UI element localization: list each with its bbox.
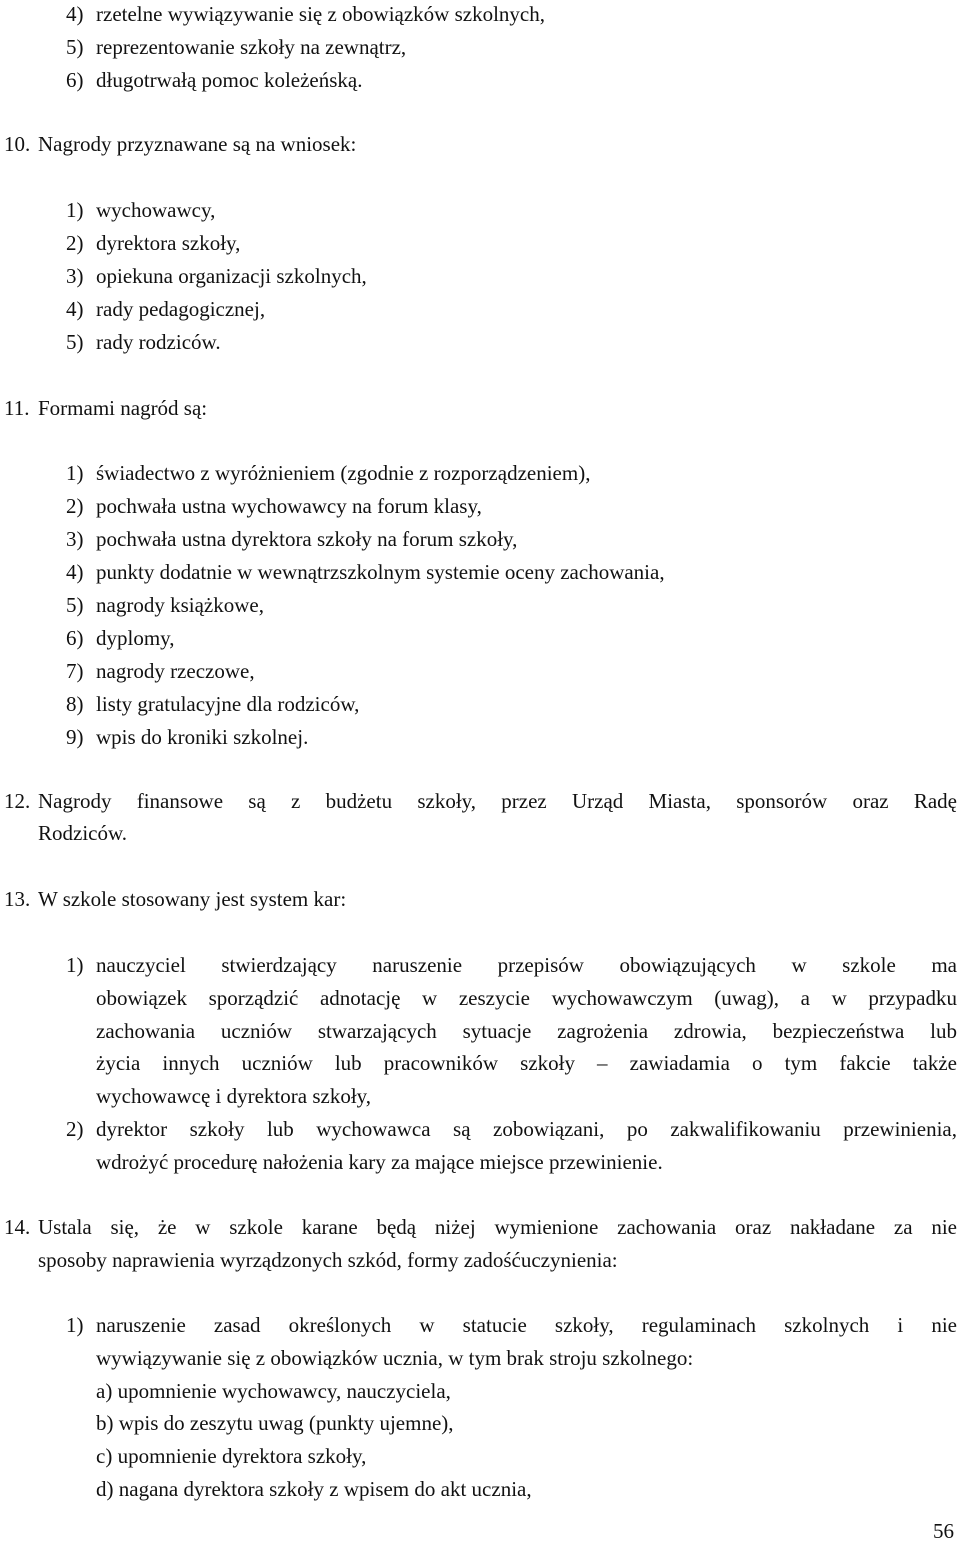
list-item-text: wychowawcy, <box>96 198 216 222</box>
list-item-text: listy gratulacyjne dla rodziców, <box>96 692 360 716</box>
list-item-number: 5) <box>66 593 84 617</box>
list-item-number: 1) <box>66 198 84 222</box>
section-number: 10. <box>4 132 31 156</box>
sub-list-item-text: a) upomnienie wychowawcy, nauczyciela, <box>96 1379 451 1403</box>
list-item-text: reprezentowanie szkoły na zewnątrz, <box>96 35 407 59</box>
list-item-number: 4) <box>66 2 84 26</box>
list-item-number: 2) <box>66 1117 84 1141</box>
section-number: 13. <box>4 887 31 911</box>
list-item-text: dyrektor szkoły lub wychowawca są zobowiązani, po zakwalifikowaniu przewinienia, <box>96 1117 957 1141</box>
section-text: sposoby naprawienia wyrządzonych szkód, formy zadośćuczynienia: <box>38 1248 618 1272</box>
list-item-text: dyplomy, <box>96 626 175 650</box>
sub-list-item-text: c) upomnienie dyrektora szkoły, <box>96 1444 367 1468</box>
sub-list-item-text: b) wpis do zeszytu uwag (punkty ujemne), <box>96 1411 454 1435</box>
list-item-number: 8) <box>66 692 84 716</box>
list-item-text: życia innych uczniów lub pracowników szkoły – zawiadamia o tym fakcie także <box>96 1051 957 1075</box>
list-item-number: 5) <box>66 35 84 59</box>
list-item-number: 3) <box>66 527 84 551</box>
list-item-text: nagrody rzeczowe, <box>96 659 255 683</box>
list-item-number: 1) <box>66 953 84 977</box>
list-item-text: obowiązek sporządzić adnotację w zeszycie wychowawczym (uwag), a w przypadku <box>96 986 957 1010</box>
section-text: Ustala się, że w szkole karane będą niżej wymienione zachowania oraz nakładane za nie <box>38 1215 957 1239</box>
list-item-text: świadectwo z wyróżnieniem (zgodnie z rozporządzeniem), <box>96 461 591 485</box>
list-item-number: 1) <box>66 1313 84 1337</box>
list-item-number: 3) <box>66 264 84 288</box>
list-item-number: 1) <box>66 461 84 485</box>
list-item-number: 7) <box>66 659 84 683</box>
list-item-text: wychowawcę i dyrektora szkoły, <box>96 1084 372 1108</box>
list-item-text: wdrożyć procedurę nałożenia kary za mające miejsce przewinienie. <box>96 1150 663 1174</box>
list-item-text: wywiązywanie się z obowiązków ucznia, w tym brak stroju szkolnego: <box>96 1346 694 1370</box>
list-item-text: zachowania uczniów stwarzających sytuacje zagrożenia zdrowia, bezpieczeństwa lub <box>96 1019 957 1043</box>
list-item-number: 4) <box>66 297 84 321</box>
page-number: 56 <box>933 1519 954 1543</box>
section-text: Formami nagród są: <box>38 396 208 420</box>
list-item-text: pochwała ustna wychowawcy na forum klasy, <box>96 494 482 518</box>
list-item-number: 5) <box>66 330 84 354</box>
list-item-text: naruszenie zasad określonych w statucie szkoły, regulaminach szkolnych i nie <box>96 1313 957 1337</box>
list-item-text: długotrwałą pomoc koleżeńską. <box>96 68 363 92</box>
list-item-text: wpis do kroniki szkolnej. <box>96 725 309 749</box>
section-number: 12. <box>4 789 31 813</box>
sub-list-item-text: d) nagana dyrektora szkoły z wpisem do akt ucznia, <box>96 1477 532 1501</box>
list-item-text: opiekuna organizacji szkolnych, <box>96 264 367 288</box>
list-item-text: nauczyciel stwierdzający naruszenie przepisów obowiązujących w szkole ma <box>96 953 957 977</box>
list-item-number: 6) <box>66 626 84 650</box>
list-item-text: dyrektora szkoły, <box>96 231 241 255</box>
list-item-text: rady pedagogicznej, <box>96 297 266 321</box>
list-item-text: nagrody książkowe, <box>96 593 264 617</box>
list-item-text: punkty dodatnie w wewnątrzszkolnym systemie oceny zachowania, <box>96 560 665 584</box>
section-number: 11. <box>4 396 30 420</box>
section-text: Nagrody przyznawane są na wniosek: <box>38 132 357 156</box>
list-item-number: 2) <box>66 231 84 255</box>
section-text: Rodziców. <box>38 821 128 845</box>
section-text: W szkole stosowany jest system kar: <box>38 887 347 911</box>
list-item-number: 6) <box>66 68 84 92</box>
list-item-number: 4) <box>66 560 84 584</box>
list-item-number: 2) <box>66 494 84 518</box>
section-number: 14. <box>4 1215 31 1239</box>
list-item-text: pochwała ustna dyrektora szkoły na forum szkoły, <box>96 527 518 551</box>
section-text: Nagrody finansowe są z budżetu szkoły, przez Urząd Miasta, sponsorów oraz Radę <box>38 789 957 813</box>
list-item-number: 9) <box>66 725 84 749</box>
list-item-text: rzetelne wywiązywanie się z obowiązków szkolnych, <box>96 2 545 26</box>
list-item-text: rady rodziców. <box>96 330 221 354</box>
